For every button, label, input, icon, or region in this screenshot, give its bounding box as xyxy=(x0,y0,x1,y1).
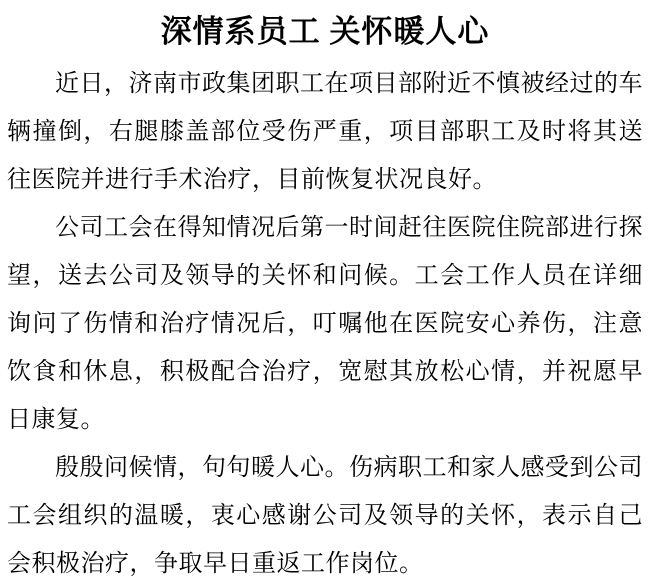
paragraph-incident: 近日，济南市政集团职工在项目部附近不慎被经过的车辆撞倒，右腿膝盖部位受伤严重，项目部职工及时将其送往医院并进行手术治疗，目前恢复状况良好。 xyxy=(7,71,643,193)
paragraph-union-visit: 公司工会在得知情况后第一时间赶往医院住院部进行探望，送去公司及领导的关怀和问候。工会工作人员在详细询问了伤情和治疗情况后，叮嘱他在医院安心养伤，注意饮食和休息，积极配合治疗，宽慰其放松心情，并祝愿早日康复。 xyxy=(7,215,643,433)
paragraph-gratitude: 殷殷问候情，句句暖人心。伤病职工和家人感受到公司工会组织的温暖，衷心感谢公司及领导的关怀，表示自己会积极治疗，争取早日重返工作岗位。 xyxy=(7,455,643,577)
document-title: 深情系员工 关怀暖人心 xyxy=(160,14,490,49)
